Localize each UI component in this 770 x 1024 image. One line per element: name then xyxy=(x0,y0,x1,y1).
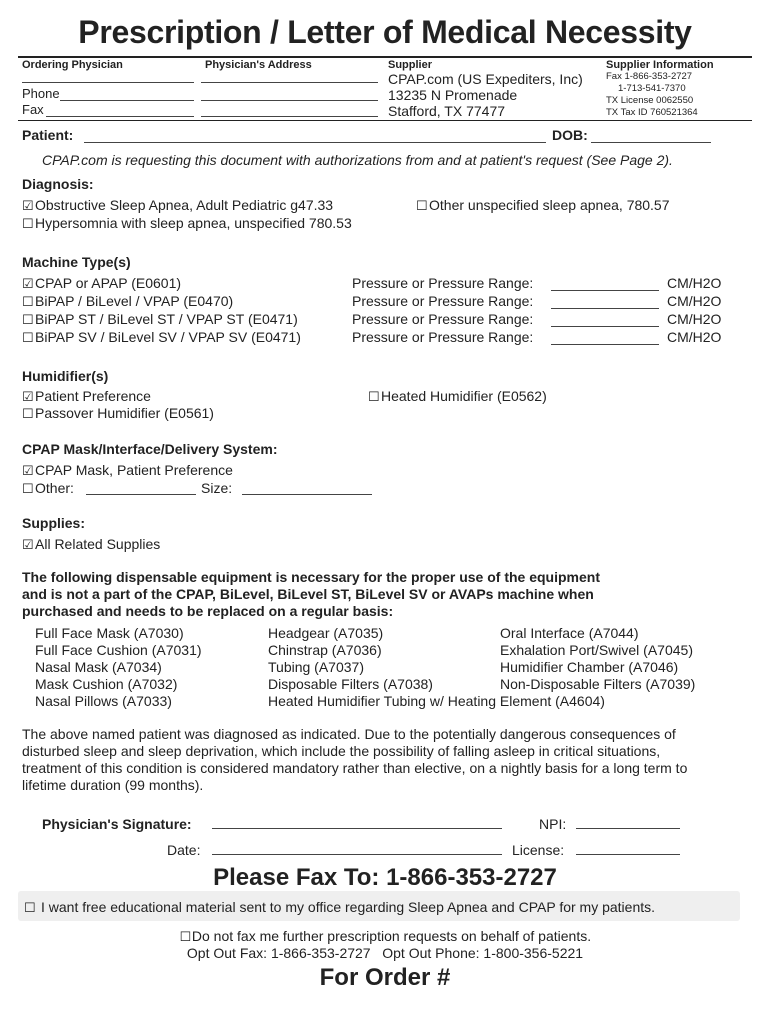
supplies-heading: Supplies: xyxy=(22,515,86,531)
pressure-label: Pressure or Pressure Range: xyxy=(352,311,534,327)
list-item: Nasal Mask (A7034) xyxy=(35,659,162,675)
dob-field[interactable] xyxy=(591,142,711,143)
mask-option-other[interactable]: ☐Other: xyxy=(22,480,74,496)
diagnosis-option-hypersomnia[interactable]: ☐Hypersomnia with sleep apnea, unspecified 780.53 xyxy=(22,215,352,231)
dob-label: DOB: xyxy=(552,127,588,143)
signature-label: Physician's Signature: xyxy=(42,816,192,832)
ordering-physician-label: Ordering Physician xyxy=(22,59,123,71)
checkbox-icon[interactable]: ☐ xyxy=(22,481,34,496)
size-label: Size: xyxy=(201,480,233,496)
list-item: Full Face Cushion (A7031) xyxy=(35,642,202,658)
request-note: CPAP.com is requesting this document with authorizations from and at patient's request (See Page 2). xyxy=(42,152,673,168)
diagnosis-option-osa[interactable]: ☑Obstructive Sleep Apnea, Adult Pediatric g47.33 xyxy=(22,197,334,213)
humidifier-option-heated[interactable]: ☐Heated Humidifier (E0562) xyxy=(368,388,547,404)
phone-label: Phone xyxy=(22,86,60,101)
date-field[interactable] xyxy=(212,854,502,855)
signature-field[interactable] xyxy=(212,828,502,829)
machine-option-bipap-sv[interactable]: ☐BiPAP SV / BiLevel SV / VPAP SV (E0471) xyxy=(22,329,301,345)
header-rule xyxy=(18,56,752,58)
list-item: Humidifier Chamber (A7046) xyxy=(500,659,679,675)
mask-other-field[interactable] xyxy=(86,494,196,495)
machine-option-cpap[interactable]: ☑CPAP or APAP (E0601) xyxy=(22,275,182,291)
list-item: Tubing (A7037) xyxy=(268,659,364,675)
pressure-unit: CM/H2O xyxy=(667,275,722,291)
checked-box-icon[interactable]: ☑ xyxy=(22,198,34,213)
checkbox-icon[interactable]: ☐ xyxy=(179,929,192,944)
checked-box-icon[interactable]: ☑ xyxy=(22,276,34,291)
npi-label: NPI: xyxy=(539,816,567,832)
educational-option[interactable]: ☐ I want free educational material sent to my office regarding Sleep Apnea and CPAP for my patients. xyxy=(24,899,656,915)
address-line-2-field[interactable] xyxy=(201,100,378,101)
mask-option-preference[interactable]: ☑CPAP Mask, Patient Preference xyxy=(22,462,233,478)
pressure-field[interactable] xyxy=(551,290,659,291)
fax-label: Fax xyxy=(22,102,44,117)
license-field[interactable] xyxy=(576,854,680,855)
pressure-unit: CM/H2O xyxy=(667,311,722,327)
supplier-name: CPAP.com (US Expediters, Inc) xyxy=(388,71,583,87)
supplier-license: TX License 0062550 xyxy=(606,95,694,106)
header-bottom-rule xyxy=(18,120,752,121)
list-item: Heated Humidifier Tubing w/ Heating Element (A4604) xyxy=(268,693,605,709)
checkbox-icon[interactable]: ☐ xyxy=(22,294,34,309)
mask-size-field[interactable] xyxy=(242,494,372,495)
list-item: Nasal Pillows (A7033) xyxy=(35,693,172,709)
checkbox-icon[interactable]: ☐ xyxy=(22,330,34,345)
page-title: Prescription / Letter of Medical Necessity xyxy=(78,14,692,50)
supplier-label: Supplier xyxy=(388,59,433,71)
dispensable-col-3 xyxy=(500,625,695,693)
address-line-1-field[interactable] xyxy=(201,82,378,83)
list-item: Chinstrap (A7036) xyxy=(268,642,382,658)
list-item: Non-Disposable Filters (A7039) xyxy=(500,676,696,692)
humidifier-option-preference[interactable]: ☑Patient Preference xyxy=(22,388,151,404)
list-item: Disposable Filters (A7038) xyxy=(268,676,433,692)
for-order-label: For Order # xyxy=(319,964,451,991)
humidifier-heading: Humidifier(s) xyxy=(22,368,109,384)
fax-to-heading: Please Fax To: 1-866-353-2727 xyxy=(213,864,557,891)
fax-field[interactable] xyxy=(46,116,194,117)
dispensable-heading: The following dispensable equipment is necessary for the proper use of the equipment and is not a part of the CPAP, BiLevel, BiLevel ST, BiLevel SV or AVAPs machine when purchased and needs to be replaced on a regular basis: xyxy=(22,569,600,619)
checked-box-icon[interactable]: ☑ xyxy=(22,389,34,404)
checkbox-icon[interactable]: ☐ xyxy=(22,216,34,231)
patient-field[interactable] xyxy=(84,142,546,143)
checkbox-icon[interactable]: ☐ xyxy=(24,900,36,915)
supplier-tax-id: TX Tax ID 760521364 xyxy=(606,107,698,118)
pressure-field[interactable] xyxy=(551,326,659,327)
patient-label: Patient: xyxy=(22,127,74,143)
pressure-label: Pressure or Pressure Range: xyxy=(352,329,534,345)
supplier-fax: Fax 1-866-353-2727 xyxy=(606,71,693,82)
opt-out-option[interactable]: ☐Do not fax me further prescription requests on behalf of patients. xyxy=(179,928,592,944)
list-item: Exhalation Port/Swivel (A7045) xyxy=(500,642,693,658)
medical-statement: The above named patient was diagnosed as indicated. Due to the potentially dangerous consequences of disturbed sleep and sleep deprivation, which include the possibility of falling asleep in critical situations, treatment of this condition is considered mandatory rather than elective, on a nightly basis for a long term to lifetime duration (99 months). xyxy=(22,726,688,793)
pressure-label: Pressure or Pressure Range: xyxy=(352,293,534,309)
checked-box-icon[interactable]: ☑ xyxy=(22,537,34,552)
license-label: License: xyxy=(512,842,565,858)
educational-box[interactable] xyxy=(18,891,740,921)
list-item: Headgear (A7035) xyxy=(268,625,384,641)
list-item: Full Face Mask (A7030) xyxy=(35,625,184,641)
phone-field[interactable] xyxy=(60,100,194,101)
supplier-street: 13235 N Promenade xyxy=(388,87,518,103)
date-label: Date: xyxy=(167,842,201,858)
npi-field[interactable] xyxy=(576,828,680,829)
supplier-phone: 1-713-541-7370 xyxy=(618,83,686,94)
checkbox-icon[interactable]: ☐ xyxy=(22,406,34,421)
pressure-unit: CM/H2O xyxy=(667,293,722,309)
humidifier-option-passover[interactable]: ☐Passover Humidifier (E0561) xyxy=(22,405,214,421)
supplies-option-all[interactable]: ☑All Related Supplies xyxy=(22,536,161,552)
pressure-field[interactable] xyxy=(551,344,659,345)
list-item: Mask Cushion (A7032) xyxy=(35,676,178,692)
machine-option-bipap-st[interactable]: ☐BiPAP ST / BiLevel ST / VPAP ST (E0471) xyxy=(22,311,298,327)
mask-heading: CPAP Mask/Interface/Delivery System: xyxy=(22,441,278,457)
physician-name-field[interactable] xyxy=(22,82,194,83)
supplier-info-label: Supplier Information xyxy=(606,59,714,71)
supplier-city: Stafford, TX 77477 xyxy=(388,103,506,119)
diagnosis-option-other[interactable]: ☐Other unspecified sleep apnea, 780.57 xyxy=(416,197,670,213)
opt-out-phones: Opt Out Fax: 1-866-353-2727 Opt Out Phone: 1-800-356-5221 xyxy=(186,945,584,961)
machine-type-heading: Machine Type(s) xyxy=(22,254,131,270)
diagnosis-heading: Diagnosis: xyxy=(22,176,94,192)
checkbox-icon[interactable]: ☐ xyxy=(368,389,380,404)
checkbox-icon[interactable]: ☐ xyxy=(416,198,428,213)
checked-box-icon[interactable]: ☑ xyxy=(22,463,34,478)
list-item: Oral Interface (A7044) xyxy=(500,625,639,641)
checkbox-icon[interactable]: ☐ xyxy=(22,312,34,327)
machine-option-bipap[interactable]: ☐BiPAP / BiLevel / VPAP (E0470) xyxy=(22,293,234,309)
pressure-label: Pressure or Pressure Range: xyxy=(352,275,534,291)
dispensable-col-1 xyxy=(35,625,202,710)
pressure-field[interactable] xyxy=(551,308,659,309)
address-line-3-field[interactable] xyxy=(201,116,378,117)
physicians-address-label: Physician's Address xyxy=(205,59,312,71)
pressure-unit: CM/H2O xyxy=(667,329,722,345)
